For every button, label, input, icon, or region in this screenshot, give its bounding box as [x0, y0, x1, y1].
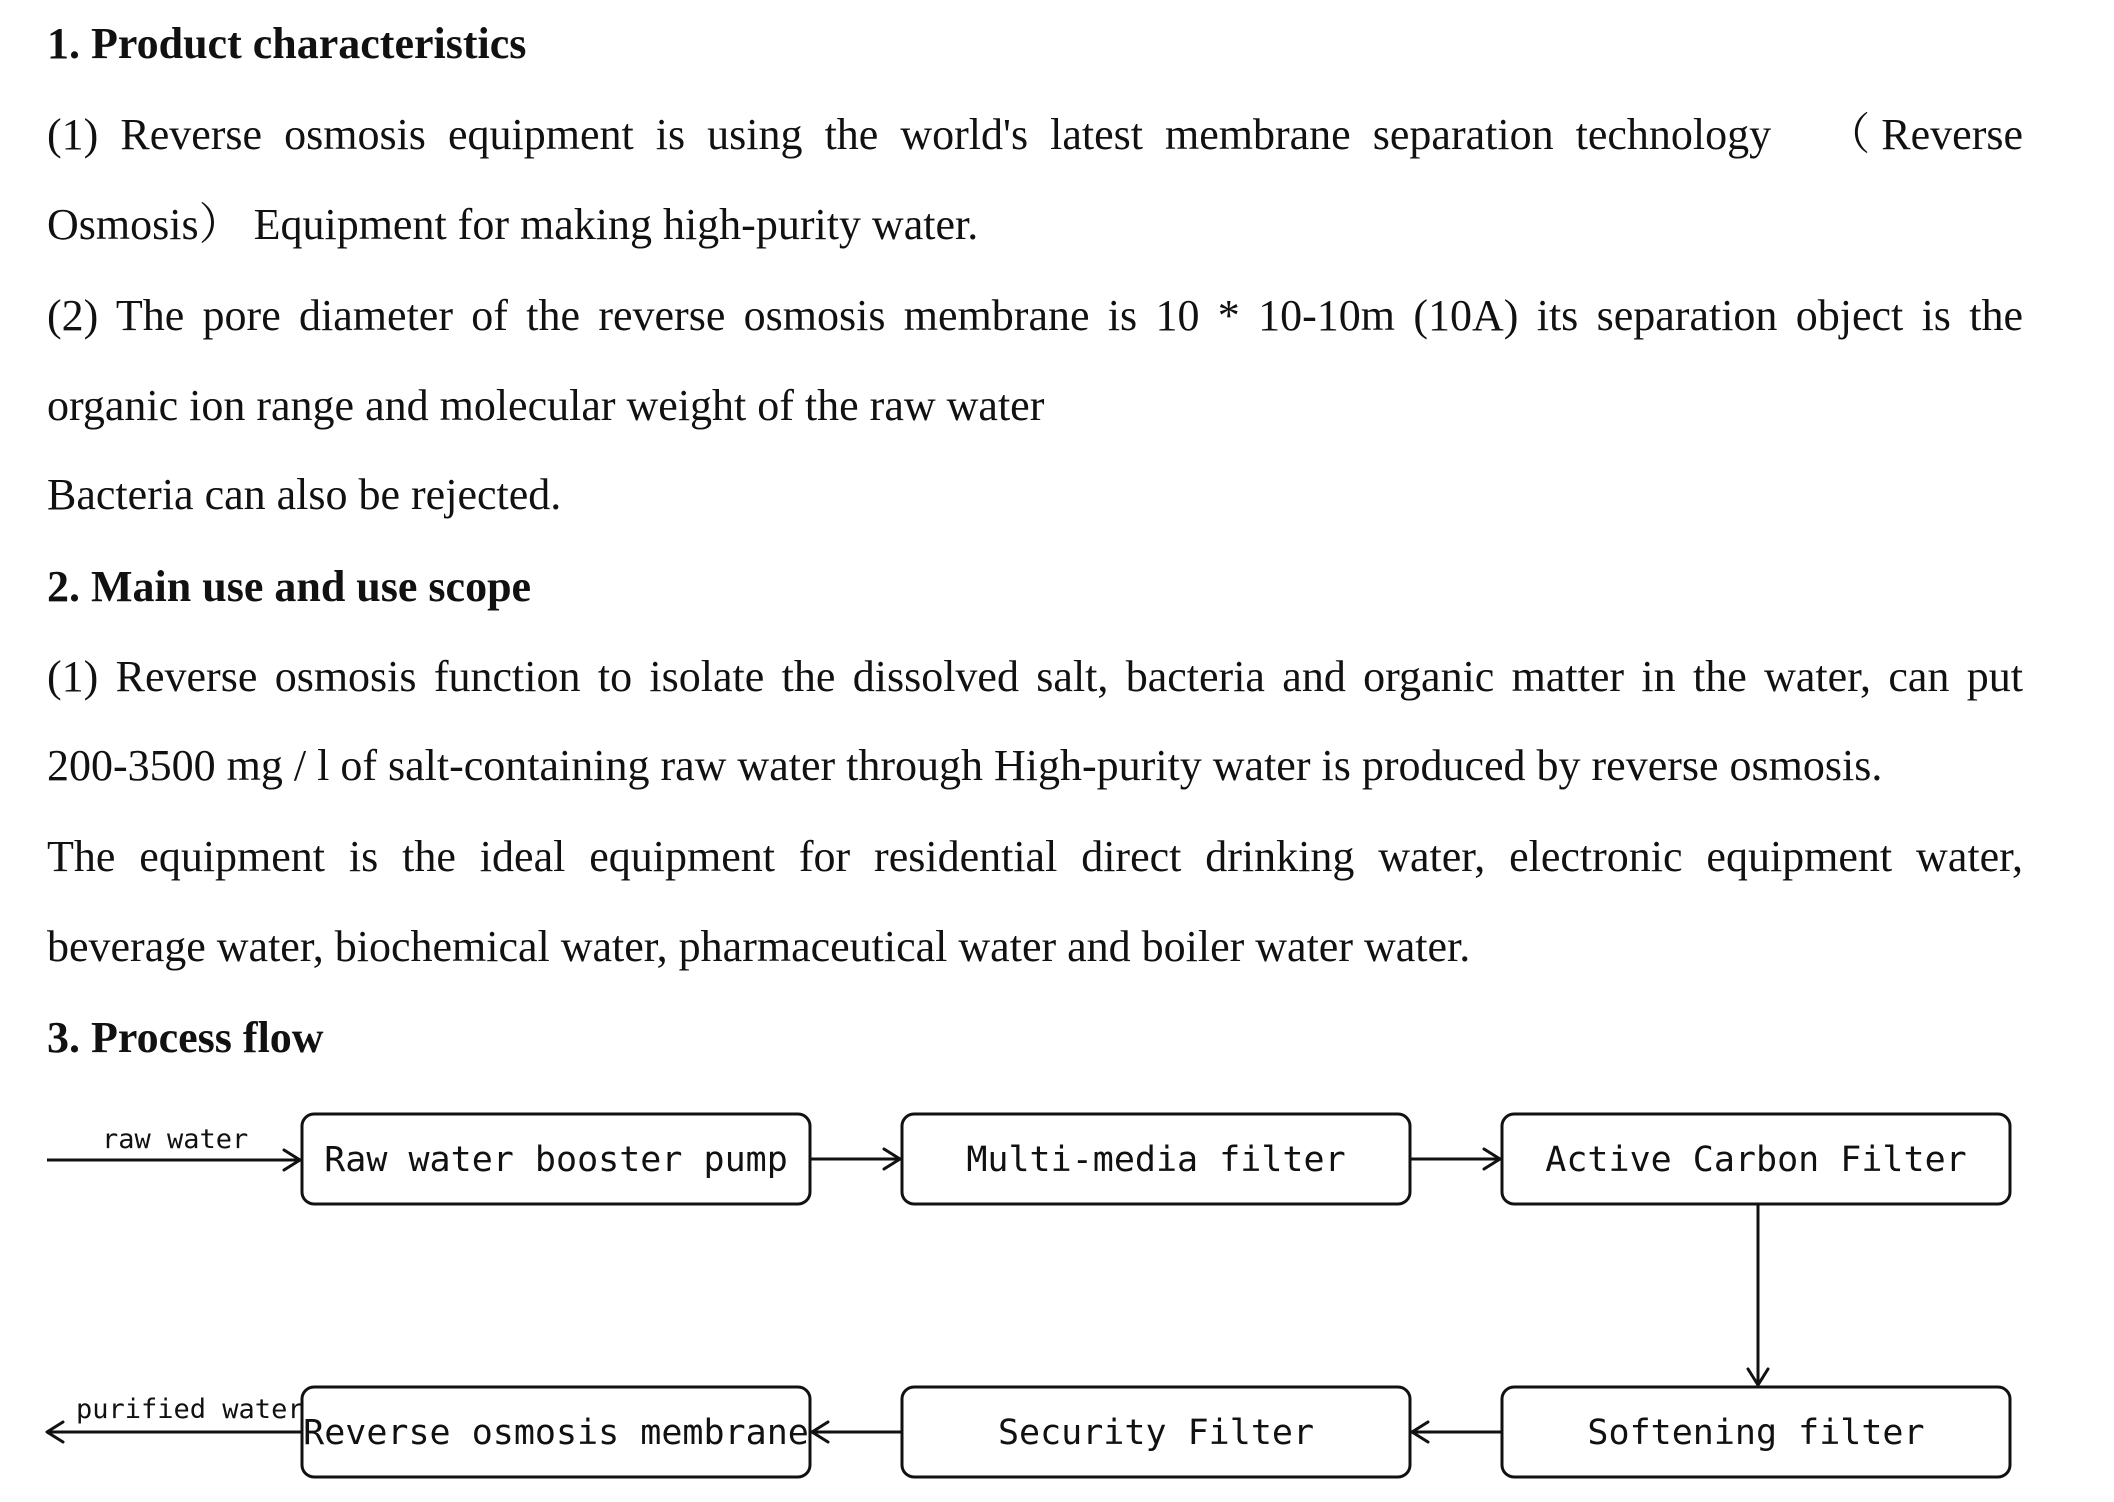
- process-flow-diagram: [0, 1080, 2114, 1502]
- section1-p2-line2: organic ion range and molecular weight of the raw water: [47, 381, 1045, 430]
- section2-p1-line1: (1) Reverse osmosis function to isolate the dissolved salt, bacteria and organic matter in the water, can put: [47, 652, 2023, 701]
- section1-p2-line3: Bacteria can also be rejected.: [47, 470, 562, 519]
- section2-p1-line3: The equipment is the ideal equipment for residential direct drinking water, electronic equipment water,: [47, 832, 2023, 881]
- section1-p2-line1: (2) The pore diameter of the reverse osmosis membrane is 10 * 10-10m (10A) its separation object is the: [47, 291, 2023, 340]
- step-label-active-carbon-filter: Active Carbon Filter: [1545, 1140, 1967, 1180]
- step-label-security-filter: Security Filter: [997, 1413, 1315, 1453]
- section1-p1-line2: Osmosis） Equipment for making high-purity water.: [47, 200, 979, 249]
- step-label-softening-filter: Softening filter: [1587, 1413, 1925, 1453]
- section3-heading: 3. Process flow: [47, 1013, 324, 1062]
- section1-heading: 1. Product characteristics: [47, 19, 527, 68]
- section1-p1-line1: (1) Reverse osmosis equipment is using the world's latest membrane separation technology （Reverse: [47, 110, 2023, 159]
- step-label-multi-media-filter: Multi-media filter: [966, 1140, 1346, 1180]
- section2-heading: 2. Main use and use scope: [47, 562, 532, 611]
- section2-p1-line2: 200-3500 mg / l of salt-containing raw water through High-purity water is produced by reverse osmosis.: [47, 741, 1883, 790]
- step-label-raw-water-booster-pump: Raw water booster pump: [324, 1140, 788, 1180]
- section2-p1-line4: beverage water, biochemical water, pharmaceutical water and boiler water water.: [47, 922, 1471, 971]
- raw-water-label: raw water: [102, 1124, 249, 1155]
- step-label-reverse-osmosis-membrane: Reverse osmosis membrane: [303, 1413, 809, 1453]
- purified-water-label: purified water: [76, 1394, 304, 1425]
